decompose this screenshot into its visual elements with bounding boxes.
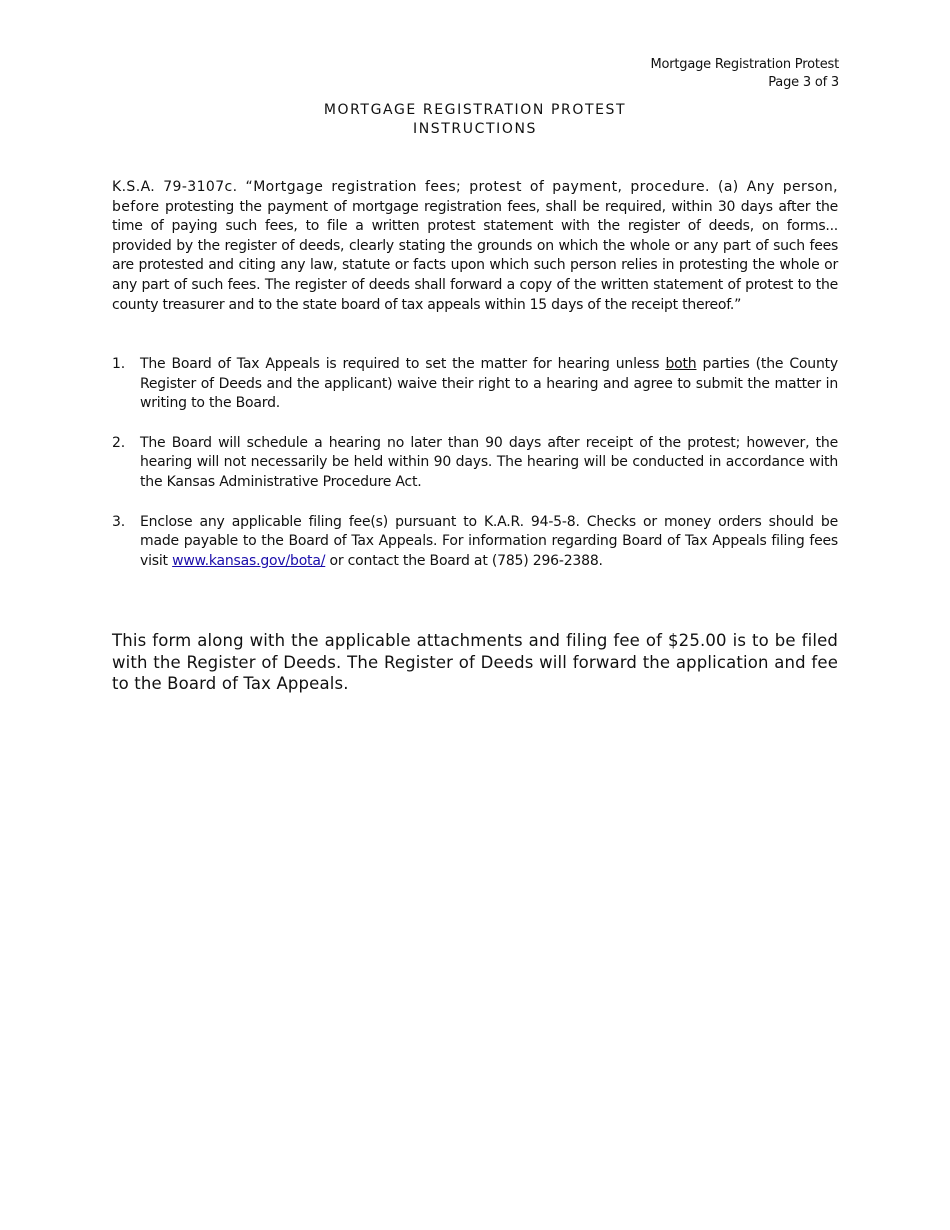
page-header	[650, 56, 839, 92]
statute-lead: K.S.A. 79-3107c. “Mortgage registration fees; protest of payment, procedure. (a) Any person, before	[112, 179, 838, 215]
list-item	[112, 434, 838, 493]
list-item	[112, 355, 838, 414]
list-item-text: Enclose any applicable filing fee(s) pursuant to K.A.R. 94-5-8. Checks or money orders should be made payable to the Board of Tax Appeals. For information regarding Board of Tax Appeals filing fees visit	[140, 513, 838, 569]
instructions-list	[112, 355, 838, 591]
list-item-text: or contact the Board at (785) 296-2388.	[325, 552, 603, 569]
bota-website-link[interactable]: www.kansas.gov/bota/	[172, 552, 326, 569]
list-item-text: The Board will schedule a hearing no later than 90 days after receipt of the protest; however, the hearing will not necessarily be held within 90 days. The hearing will be conducted in accordance with the Kansas Administrative Procedure Act.	[140, 434, 838, 490]
page-number: Page 3 of 3	[768, 75, 839, 90]
list-item-number: 1.	[112, 356, 125, 372]
list-item	[112, 513, 838, 572]
document-name: Mortgage Registration Protest	[650, 57, 839, 72]
title-line-2: INSTRUCTIONS	[412, 121, 538, 137]
list-item-number: 3.	[112, 513, 125, 530]
list-item-number: 2.	[112, 434, 125, 451]
filing-note: This form along with the applicable attachments and filing fee of $25.00 is to be filed with the Register of Deeds. The Register of Deeds will forward the application and fee to the Board of Tax Appeals.	[112, 631, 838, 693]
title-line-1: MORTGAGE REGISTRATION PROTEST	[323, 102, 627, 118]
list-item-text: The Board of Tax Appeals is required to set the matter for hearing unless	[140, 356, 666, 372]
statute-paragraph	[112, 178, 838, 315]
page-title	[0, 101, 950, 139]
emphasis-text: both	[665, 356, 697, 372]
list-item-text: parties (the County Register of Deeds and the applicant) waive their right to a hearing and agree to submit the matter in writing to the Board.	[140, 356, 838, 412]
statute-body: protesting the payment of mortgage registration fees, shall be required, within 30 days after the time of paying such fees, to file a written protest statement with the register of deeds, on forms... provided by the register of deeds, clearly stating the grounds on which the whole or any part of such fees are protested and citing any law, statute or facts upon which such person relies in protesting the whole or any part of such fees. The register of deeds shall forward a copy of the written statement of protest to the county treasurer and to the state board of tax appeals within 15 days of the receipt thereof.”	[112, 198, 838, 313]
